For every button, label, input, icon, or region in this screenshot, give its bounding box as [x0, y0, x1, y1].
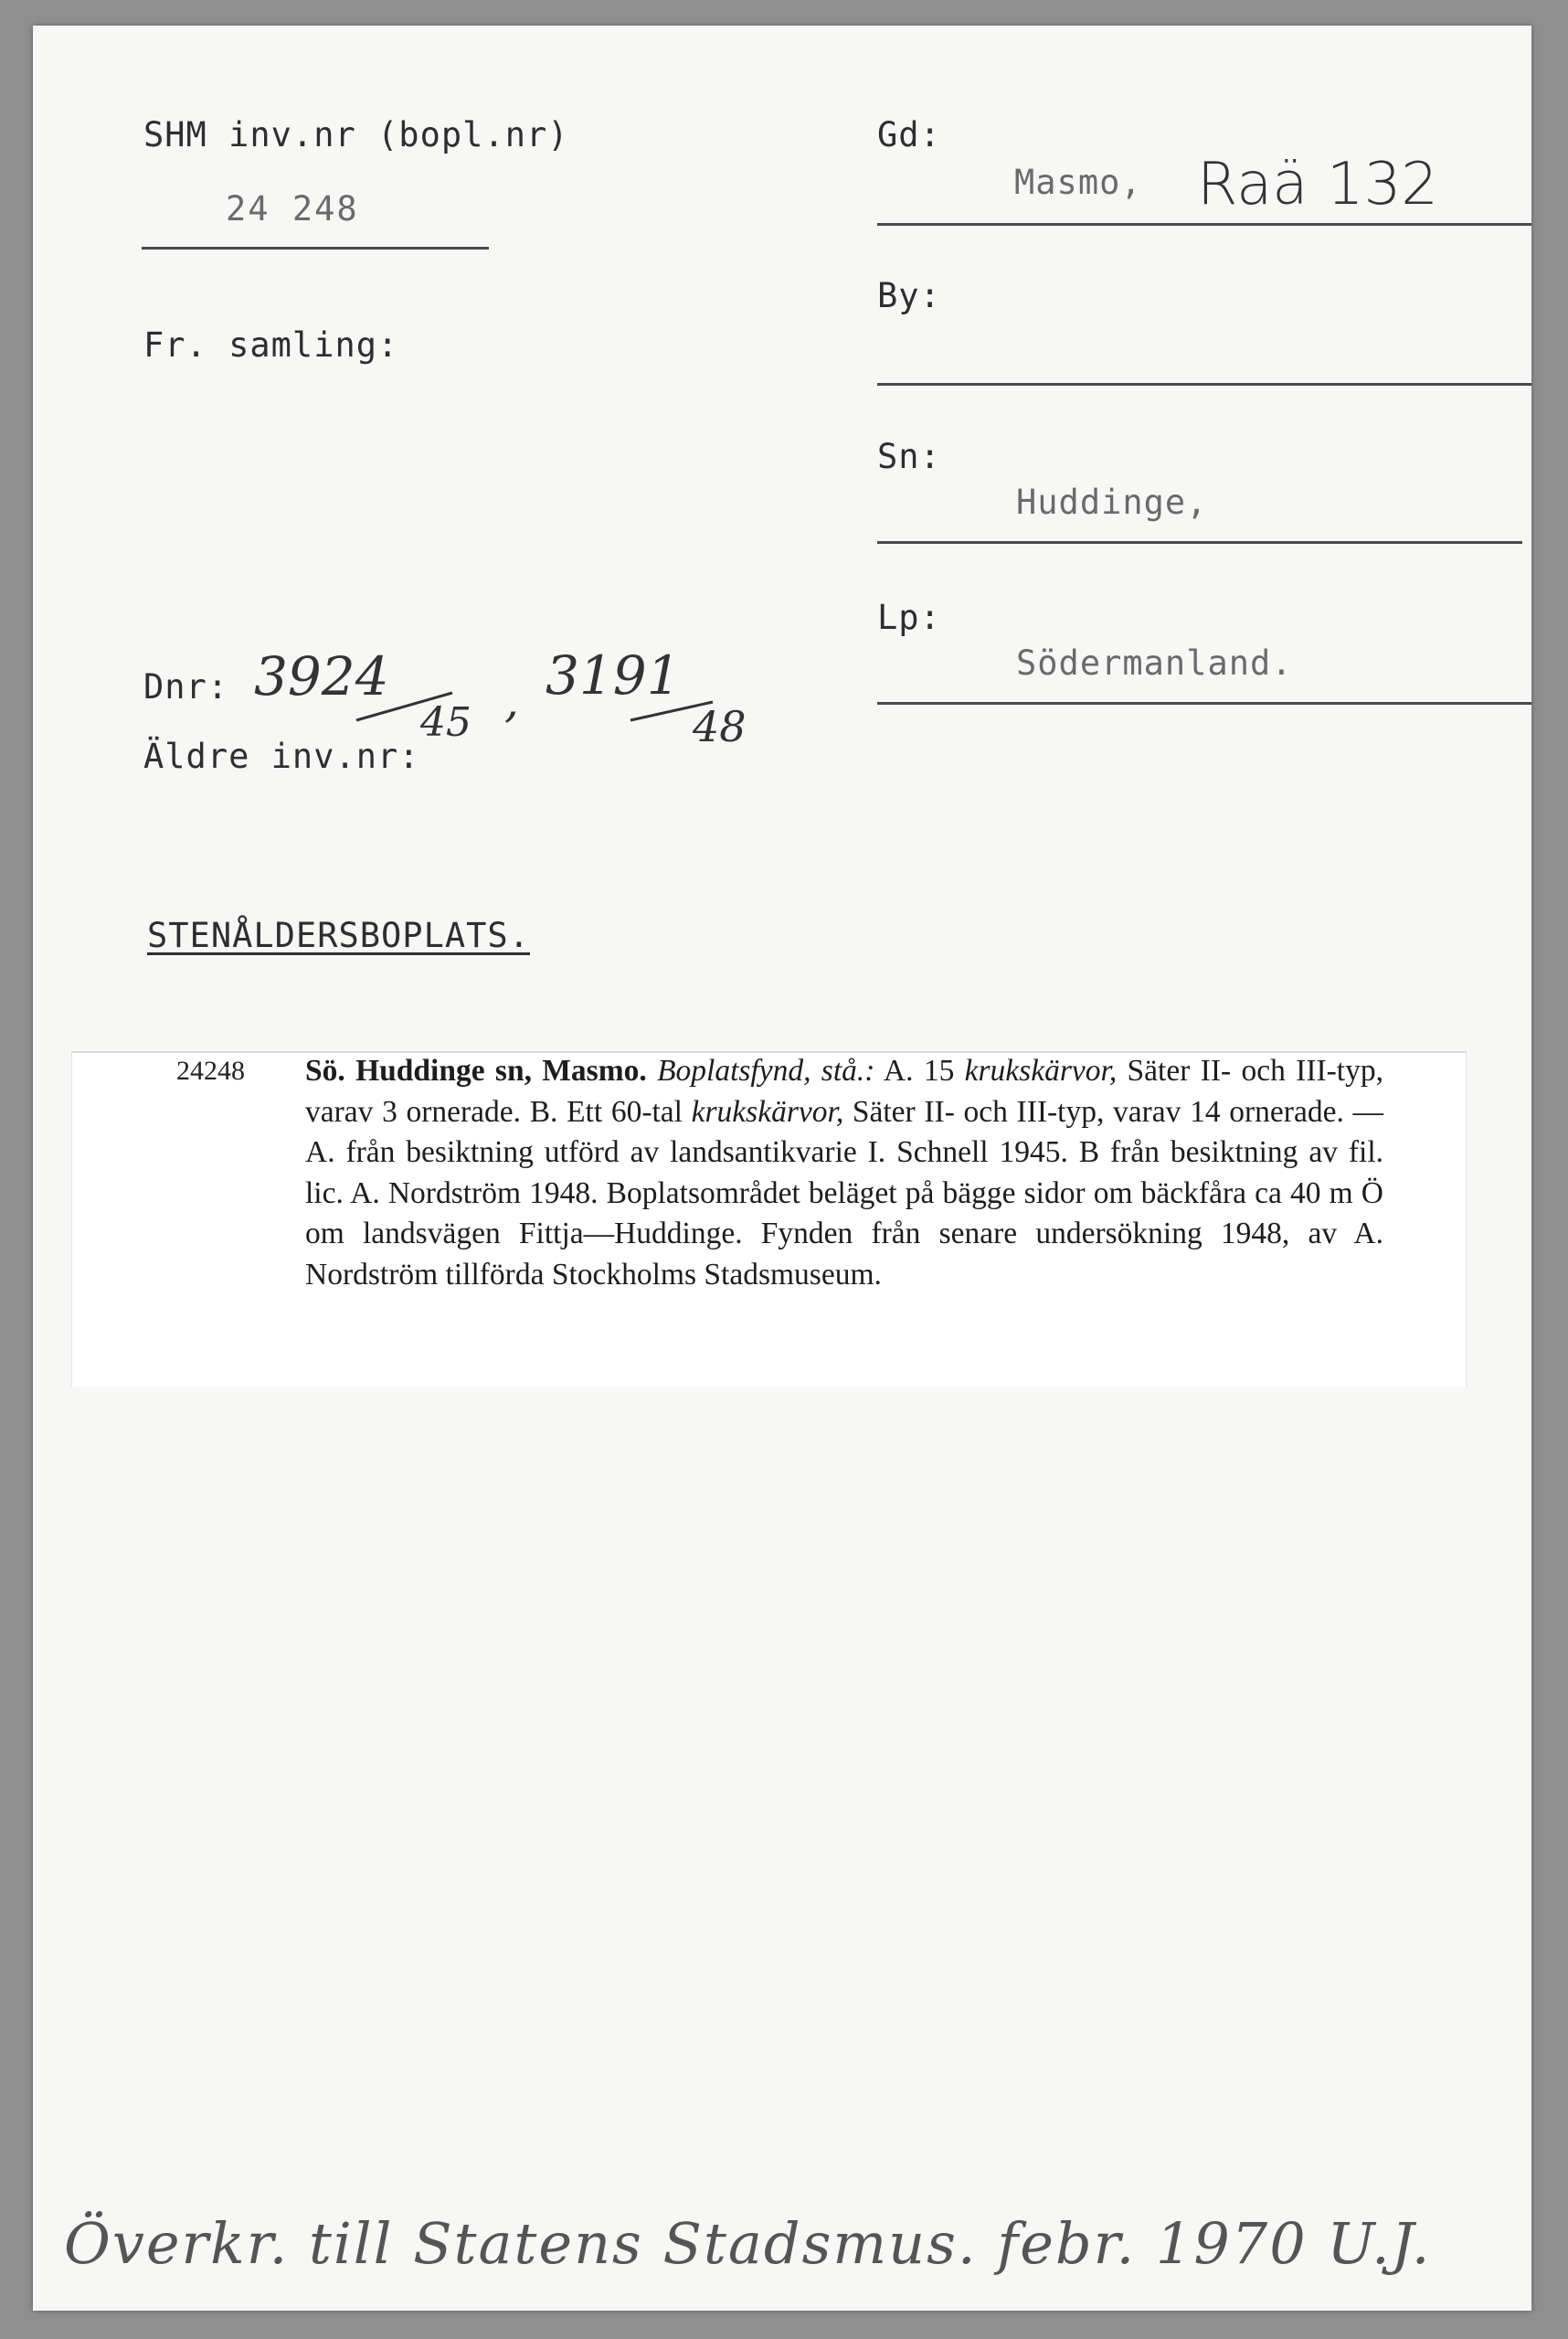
- fr-samling-label: Fr. samling:: [143, 325, 399, 365]
- clipping-italic-2: krukskärvor,: [964, 1054, 1118, 1088]
- clipping-number: 24248: [176, 1056, 245, 1086]
- inventory-number-value: 24 248: [226, 189, 359, 229]
- sn-divider: [877, 541, 1522, 544]
- lp-divider: [877, 702, 1531, 705]
- inventory-number-label: SHM inv.nr (bopl.nr): [143, 115, 569, 154]
- gd-divider: [877, 223, 1531, 226]
- by-label: By:: [877, 276, 941, 315]
- dnr-handwritten-2: 3191: [546, 644, 681, 707]
- dnr-handwritten-2-year: 48: [693, 702, 747, 751]
- dnr-label: Dnr:: [143, 667, 229, 707]
- dnr-handwritten-1-year: 45: [420, 699, 471, 746]
- dnr-handwritten-1: 3924: [254, 645, 389, 707]
- clipping-text-1: A. 15: [874, 1054, 965, 1088]
- clipping-italic-3: krukskärvor,: [691, 1094, 844, 1129]
- card-title: STENÅLDERSBOPLATS.: [147, 916, 530, 955]
- aldre-inv-label: Äldre inv.nr:: [143, 737, 420, 776]
- gd-handwritten-raa: Raä 132: [1197, 151, 1438, 218]
- sn-label: Sn:: [877, 437, 941, 476]
- sn-value: Huddinge,: [1016, 483, 1208, 522]
- clipping-heading: Sö. Huddinge sn, Masmo.: [305, 1054, 647, 1088]
- by-divider: [877, 383, 1531, 386]
- lp-label: Lp:: [877, 598, 941, 637]
- clipping-italic-1: Boplatsfynd, stå.:: [657, 1054, 875, 1088]
- lp-value: Södermanland.: [1016, 643, 1293, 683]
- inventory-divider: [142, 247, 489, 250]
- clipping-text-2: Säter II- och III-typ, varav 3 ornerade. B. Ett 60-tal: [305, 1054, 1383, 1129]
- clipping-text-3: Säter II- och III-typ, varav 14 ornerade. — A. från besiktning utförd av landsantikvarie I. Schnell 1945. B från besiktning av fil. lic. A. Nordström 1948. Boplatsområdet beläget på bägge sidor om bäckfåra ca 40 m Ö om landsvägen Fittja—Huddinge. Fynden från senare undersökning 1948, av A. Nordström tillförda Stockholms Stadsmuseum.: [305, 1094, 1383, 1292]
- handwritten-footer-note: Överkr. till Statens Stadsmus. febr. 1970 U.J.: [64, 2210, 1432, 2277]
- dnr-fraction-strokes: [347, 676, 768, 731]
- gd-label: Gd:: [877, 115, 941, 154]
- gd-value: Masmo,: [1014, 163, 1142, 202]
- dnr-handwritten-separator: ,: [504, 675, 519, 728]
- clipping-text: [305, 1051, 1383, 1295]
